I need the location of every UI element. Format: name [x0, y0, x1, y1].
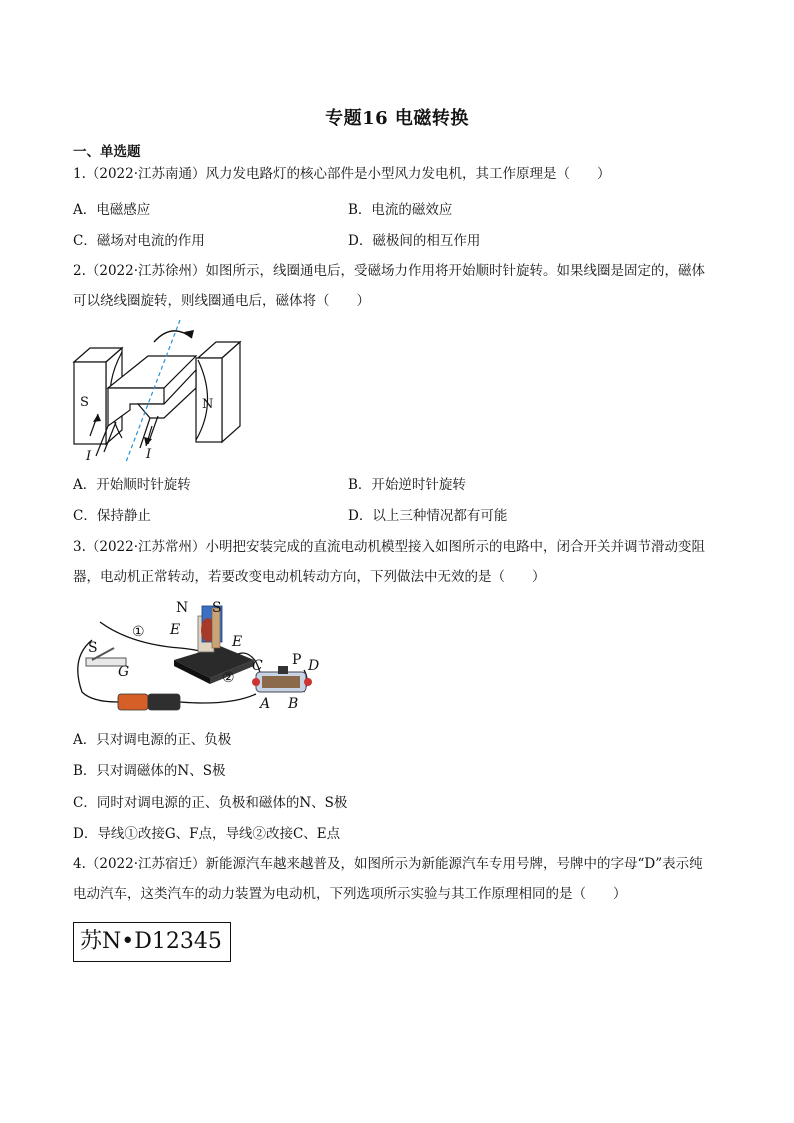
fig2-label-current-right: I: [146, 447, 152, 462]
fig3-label-g: G: [118, 664, 130, 680]
coil-magnet-figure: [68, 318, 248, 464]
fig3-label-e1: E: [170, 622, 181, 638]
question-3-stem-line2: 器，电动机正常转动，若要改变电动机转动方向，下列做法中无效的是（ ）: [73, 569, 546, 585]
question-4-stem-line1: 4.（2022·江苏宿迁）新能源汽车越来越普及，如图所示为新能源汽车专用号牌，号牌中的字母“D”表示纯: [73, 856, 703, 872]
fig3-label-wire2: ②: [222, 670, 235, 686]
q3-option-d[interactable]: D．导线①改接G、F点，导线②改接C、E点: [73, 826, 341, 842]
fig3-label-d: D: [308, 658, 320, 674]
q2-option-b[interactable]: B．开始逆时针旋转: [348, 477, 466, 493]
q3-option-c[interactable]: C．同时对调电源的正、负极和磁体的N、S极: [73, 795, 348, 811]
fig3-label-s: S: [212, 600, 222, 616]
fig3-label-wire1: ①: [132, 624, 145, 640]
motor-circuit-figure: [70, 598, 332, 716]
fig2-label-n: N: [202, 397, 214, 412]
fig3-label-b: B: [288, 696, 299, 712]
q3-option-b[interactable]: B．只对调磁体的N、S极: [73, 763, 226, 779]
q2-option-c[interactable]: C．保持静止: [73, 508, 151, 524]
license-plate: 苏N•D12345: [73, 922, 231, 962]
question-3-stem-line1: 3.（2022·江苏常州）小明把安装完成的直流电动机模型接入如图所示的电路中，闭合开关并调节滑动变阻: [73, 539, 706, 555]
q1-option-a[interactable]: A．电磁感应: [73, 202, 151, 218]
fig3-label-switch: S: [88, 640, 98, 656]
page-title: 专题16 电磁转换: [325, 108, 469, 129]
q1-option-d[interactable]: D．磁极间的相互作用: [348, 233, 481, 249]
fig3-label-n: N: [176, 600, 189, 616]
question-2-stem-line1: 2.（2022·江苏徐州）如图所示，线圈通电后，受磁场力作用将开始顺时针旋转。如果线圈是固定的，磁体: [73, 263, 706, 279]
question-2-stem-line2: 可以绕线圈旋转，则线圈通电后，磁体将（ ）: [73, 293, 370, 309]
fig3-label-e2: E: [232, 634, 243, 650]
q2-option-a[interactable]: A．开始顺时针旋转: [73, 477, 191, 493]
fig3-label-a: A: [260, 696, 271, 712]
fig2-label-s: S: [80, 395, 89, 410]
q1-option-c[interactable]: C．磁场对电流的作用: [73, 233, 205, 249]
q3-option-a[interactable]: A．只对调电源的正、负极: [73, 732, 232, 748]
fig3-label-c: C: [252, 658, 263, 674]
q2-option-d[interactable]: D．以上三种情况都有可能: [348, 508, 508, 524]
fig2-label-current-left: I: [86, 449, 92, 464]
question-4-stem-line2: 电动汽车，这类汽车的动力装置为电动机，下列选项所示实验与其工作原理相同的是（ ）: [73, 886, 627, 902]
fig3-label-p: P: [292, 652, 302, 668]
q1-option-b[interactable]: B．电流的磁效应: [348, 202, 453, 218]
question-1-stem: 1.（2022·江苏南通）风力发电路灯的核心部件是小型风力发电机，其工作原理是（ ）: [73, 166, 611, 182]
section-heading: 一、单选题: [73, 144, 141, 160]
